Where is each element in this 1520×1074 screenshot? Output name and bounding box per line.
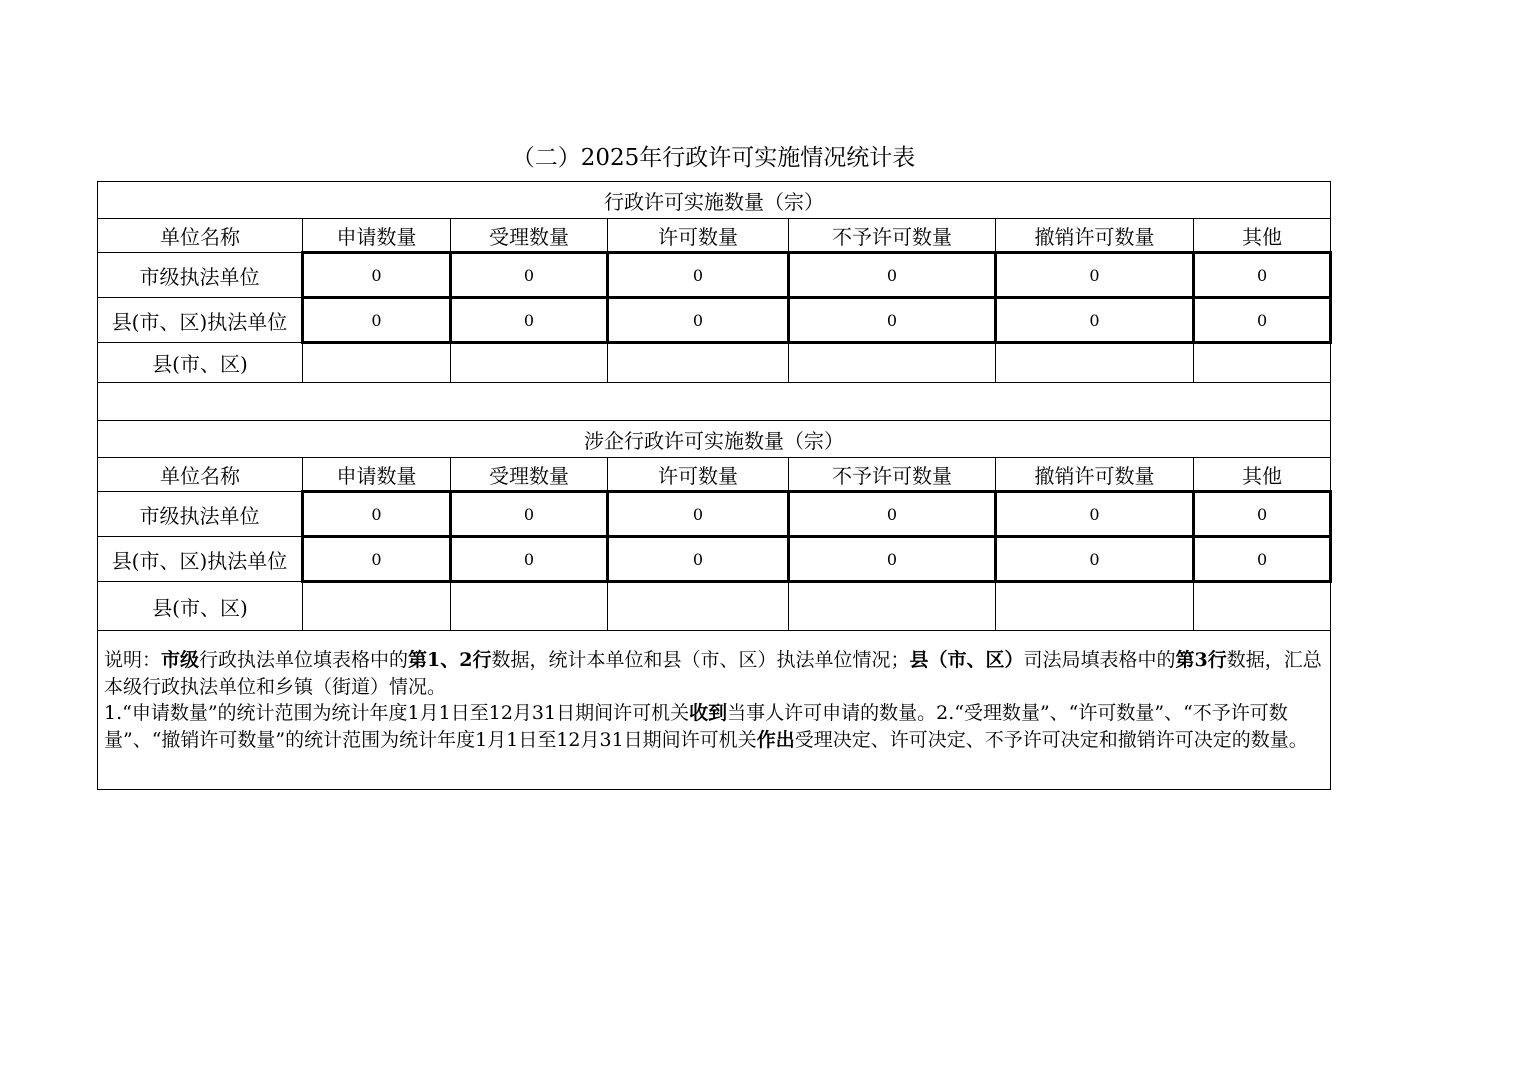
column-header: 申请数量 (303, 458, 451, 492)
value-cell (996, 343, 1194, 383)
value-cell: 0 (996, 298, 1194, 343)
value-cell: 0 (996, 537, 1194, 582)
spacer-row (98, 383, 1331, 421)
note-text: 行政执法单位填表格中的 (199, 649, 409, 671)
column-header: 受理数量 (451, 458, 608, 492)
value-cell: 0 (1194, 492, 1331, 537)
column-header: 单位名称 (98, 458, 303, 492)
column-header: 单位名称 (98, 219, 303, 253)
note-cell (98, 631, 1331, 790)
value-cell: 0 (789, 537, 996, 582)
page-title: （二）2025年行政许可实施情况统计表 (511, 145, 916, 171)
section-title-row (98, 182, 1331, 219)
header-row (98, 458, 1331, 492)
value-cell: 0 (608, 537, 789, 582)
value-cell: 0 (1194, 537, 1331, 582)
note-text: 当事人许可申请的数量。2.“受理数量”、“许可数量”、“不予许可数量”、“撤销许可数量”的统计范围为统计年度1月1日至12月31日期间许可机关 (104, 702, 1288, 751)
value-cell: 0 (789, 253, 996, 298)
value-cell (451, 343, 608, 383)
value-cell: 0 (1194, 298, 1331, 343)
note-text: 1.“申请数量”的统计范围为统计年度1月1日至12月31日期间许可机关 (104, 702, 690, 724)
column-header: 不予许可数量 (789, 458, 996, 492)
column-header: 撤销许可数量 (996, 458, 1194, 492)
value-cell: 0 (608, 253, 789, 298)
column-header: 其他 (1194, 458, 1331, 492)
note-text: 数据，汇总本级行政执法单位和乡镇（街道）情况。 (104, 649, 1322, 698)
value-cell: 0 (303, 298, 451, 343)
unit-name-cell: 县(市、区)执法单位 (98, 298, 303, 343)
note-text: 司法局填表格中的 (1023, 649, 1176, 671)
spacer-cell (98, 383, 1331, 421)
unit-name-cell: 市级执法单位 (98, 492, 303, 537)
value-cell (1194, 582, 1331, 631)
column-header: 撤销许可数量 (996, 219, 1194, 253)
unit-name-cell: 县(市、区) (98, 343, 303, 383)
value-cell (303, 343, 451, 383)
note-text: 受理决定、许可决定、不予许可决定和撤销许可决定的数量。 (794, 728, 1308, 751)
value-cell (789, 343, 996, 383)
column-header: 许可数量 (608, 458, 789, 492)
table-row (98, 492, 1331, 537)
note-text: 作出 (756, 728, 795, 751)
unit-name-cell: 县(市、区)执法单位 (98, 537, 303, 582)
note-text: 第3行 (1175, 649, 1227, 671)
note-text: 收到 (689, 702, 728, 724)
table-row (98, 537, 1331, 582)
column-header: 受理数量 (451, 219, 608, 253)
value-cell: 0 (303, 537, 451, 582)
value-cell: 0 (303, 492, 451, 537)
value-cell (303, 582, 451, 631)
value-cell: 0 (451, 537, 608, 582)
column-header: 不予许可数量 (789, 219, 996, 253)
value-cell (451, 582, 608, 631)
column-header: 其他 (1194, 219, 1331, 253)
note-text: 第1、2行 (408, 649, 492, 671)
column-header: 许可数量 (608, 219, 789, 253)
statistics-table (97, 181, 1332, 790)
table-row (98, 582, 1331, 631)
note-text: 县（市、区） (909, 649, 1024, 671)
section-title: 涉企行政许可实施数量（宗） (98, 421, 1331, 458)
section-title: 行政许可实施数量（宗） (98, 182, 1331, 219)
unit-name-cell: 市级执法单位 (98, 253, 303, 298)
table-row (98, 343, 1331, 383)
value-cell: 0 (996, 253, 1194, 298)
value-cell: 0 (789, 298, 996, 343)
value-cell (789, 582, 996, 631)
value-cell (996, 582, 1194, 631)
section-title-row (98, 421, 1331, 458)
value-cell: 0 (608, 298, 789, 343)
note-text: 说明： (104, 649, 162, 671)
value-cell: 0 (451, 253, 608, 298)
note-row (98, 631, 1331, 790)
value-cell: 0 (451, 492, 608, 537)
unit-name-cell: 县(市、区) (98, 582, 303, 631)
value-cell: 0 (1194, 253, 1331, 298)
value-cell: 0 (608, 492, 789, 537)
value-cell: 0 (789, 492, 996, 537)
value-cell (608, 582, 789, 631)
column-header: 申请数量 (303, 219, 451, 253)
table-row (98, 253, 1331, 298)
value-cell: 0 (451, 298, 608, 343)
note-text: 市级 (161, 649, 200, 671)
value-cell: 0 (996, 492, 1194, 537)
value-cell: 0 (303, 253, 451, 298)
note-text: 数据，统计本单位和县（市、区）执法单位情况； (491, 649, 910, 671)
value-cell (1194, 343, 1331, 383)
value-cell (608, 343, 789, 383)
table-row (98, 298, 1331, 343)
header-row (98, 219, 1331, 253)
